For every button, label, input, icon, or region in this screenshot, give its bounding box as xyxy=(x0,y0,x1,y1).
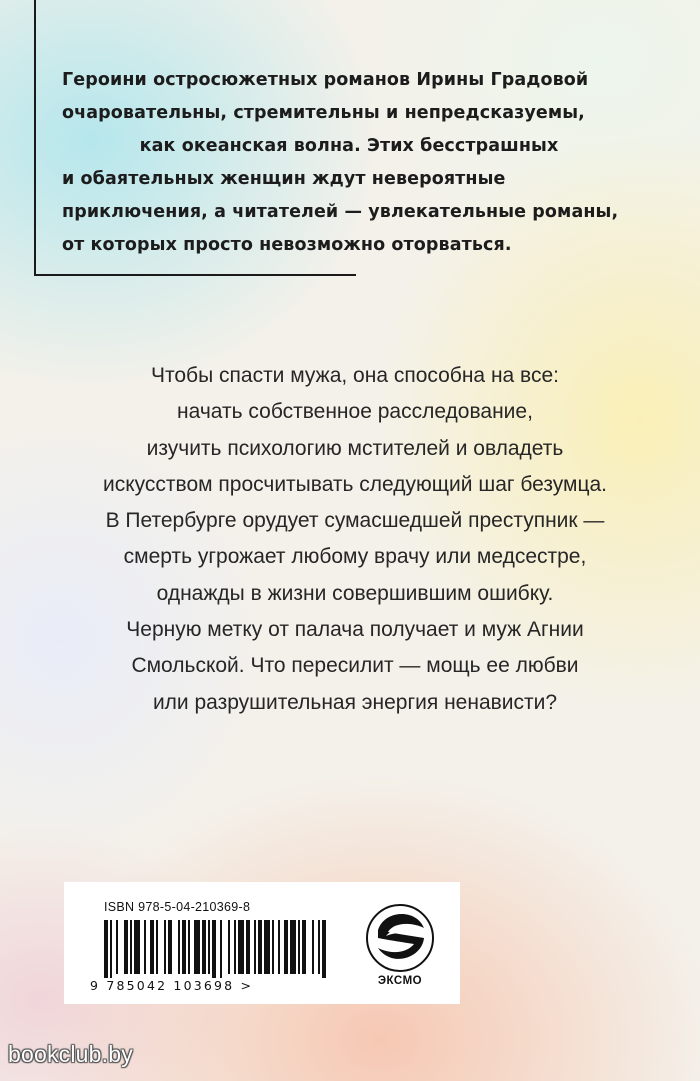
annotation-line: смерть угрожает любому врачу или медсестре, xyxy=(123,545,587,569)
blurb-line: очаровательны, стремительны и непредсказуемы, xyxy=(62,103,585,123)
site-watermark: bookclub.by xyxy=(8,1041,133,1067)
barcode-bar xyxy=(116,920,118,974)
annotation-line: искусством просчитывать следующий шаг безумца. xyxy=(102,472,608,496)
barcode-bar xyxy=(318,920,320,974)
barcode-bar xyxy=(278,920,280,974)
barcode-bar xyxy=(178,920,180,974)
annotation-line: или разрушительная энергия ненависти? xyxy=(152,690,558,714)
blurb-line: как океанская волна. Этих бесстрашных xyxy=(139,136,559,156)
frame-line-vertical xyxy=(34,0,36,276)
barcode-bar xyxy=(168,920,172,974)
blurb-line: и обаятельных женщин ждут невероятные xyxy=(62,169,506,189)
barcode-panel xyxy=(64,882,460,1004)
barcode-bar xyxy=(220,920,222,978)
barcode-bar xyxy=(272,920,274,974)
barcode-bar xyxy=(264,920,270,974)
series-blurb xyxy=(62,64,672,262)
book-annotation xyxy=(40,358,670,721)
annotation-line: изучить психологию мстителей и овладеть xyxy=(146,436,564,460)
frame-line-horizontal xyxy=(34,274,356,276)
barcode-bar xyxy=(182,920,186,974)
barcode-bar xyxy=(290,920,296,974)
barcode-bar xyxy=(134,920,140,974)
barcode-bar xyxy=(258,920,262,974)
barcode-bar xyxy=(254,920,256,974)
publisher-name: ЭКСМО xyxy=(377,975,423,987)
blurb-line: Героини остросюжетных романов Ирины Градовой xyxy=(62,70,589,90)
barcode-bar xyxy=(322,920,326,978)
barcode-bar xyxy=(104,920,108,978)
isbn-label: ISBN 978-5-04-210369-8 xyxy=(104,900,251,914)
annotation-line: однажды в жизни совершившим ошибку. xyxy=(156,581,554,605)
annotation-line: Чтобы спасти мужа, она способна на все: xyxy=(151,364,559,387)
barcode-bar xyxy=(208,920,210,974)
barcode-bar xyxy=(312,920,314,974)
barcode-bar xyxy=(144,920,146,974)
barcode-bar xyxy=(202,920,206,974)
barcode-bar xyxy=(284,920,288,974)
annotation-line: В Петербурге орудует сумасшедшей преступник — xyxy=(105,509,605,533)
barcode-bars xyxy=(104,920,328,978)
barcode-bar xyxy=(164,920,166,974)
blurb-line: от которых просто невозможно оторваться. xyxy=(62,235,512,255)
barcode-bar xyxy=(238,920,244,974)
annotation-line: Черную метку от палача получает и муж Агнии xyxy=(126,618,584,642)
barcode-bar xyxy=(194,920,200,974)
barcode-bar xyxy=(130,920,132,974)
barcode-bar xyxy=(302,920,306,974)
annotation-line: начать собственное расследование, xyxy=(177,400,533,424)
barcode-bar xyxy=(298,920,300,974)
barcode-bar xyxy=(212,920,216,978)
barcode-bar xyxy=(124,920,128,974)
blurb-line: приключения, а читателей — увлекательные романы, xyxy=(62,202,619,222)
barcode-bar xyxy=(110,920,112,978)
barcode-bar xyxy=(246,920,250,974)
barcode-bar xyxy=(150,920,154,974)
barcode-digits: 9 785042 103698 > xyxy=(90,978,254,993)
eksmo-logo-icon xyxy=(364,902,436,974)
barcode-bar xyxy=(156,920,158,974)
barcode-bar xyxy=(228,920,230,974)
barcode-bar xyxy=(234,920,236,974)
barcode-bar xyxy=(188,920,190,974)
annotation-line: Смольской. Что пересилит — мощь ее любви xyxy=(131,654,579,678)
